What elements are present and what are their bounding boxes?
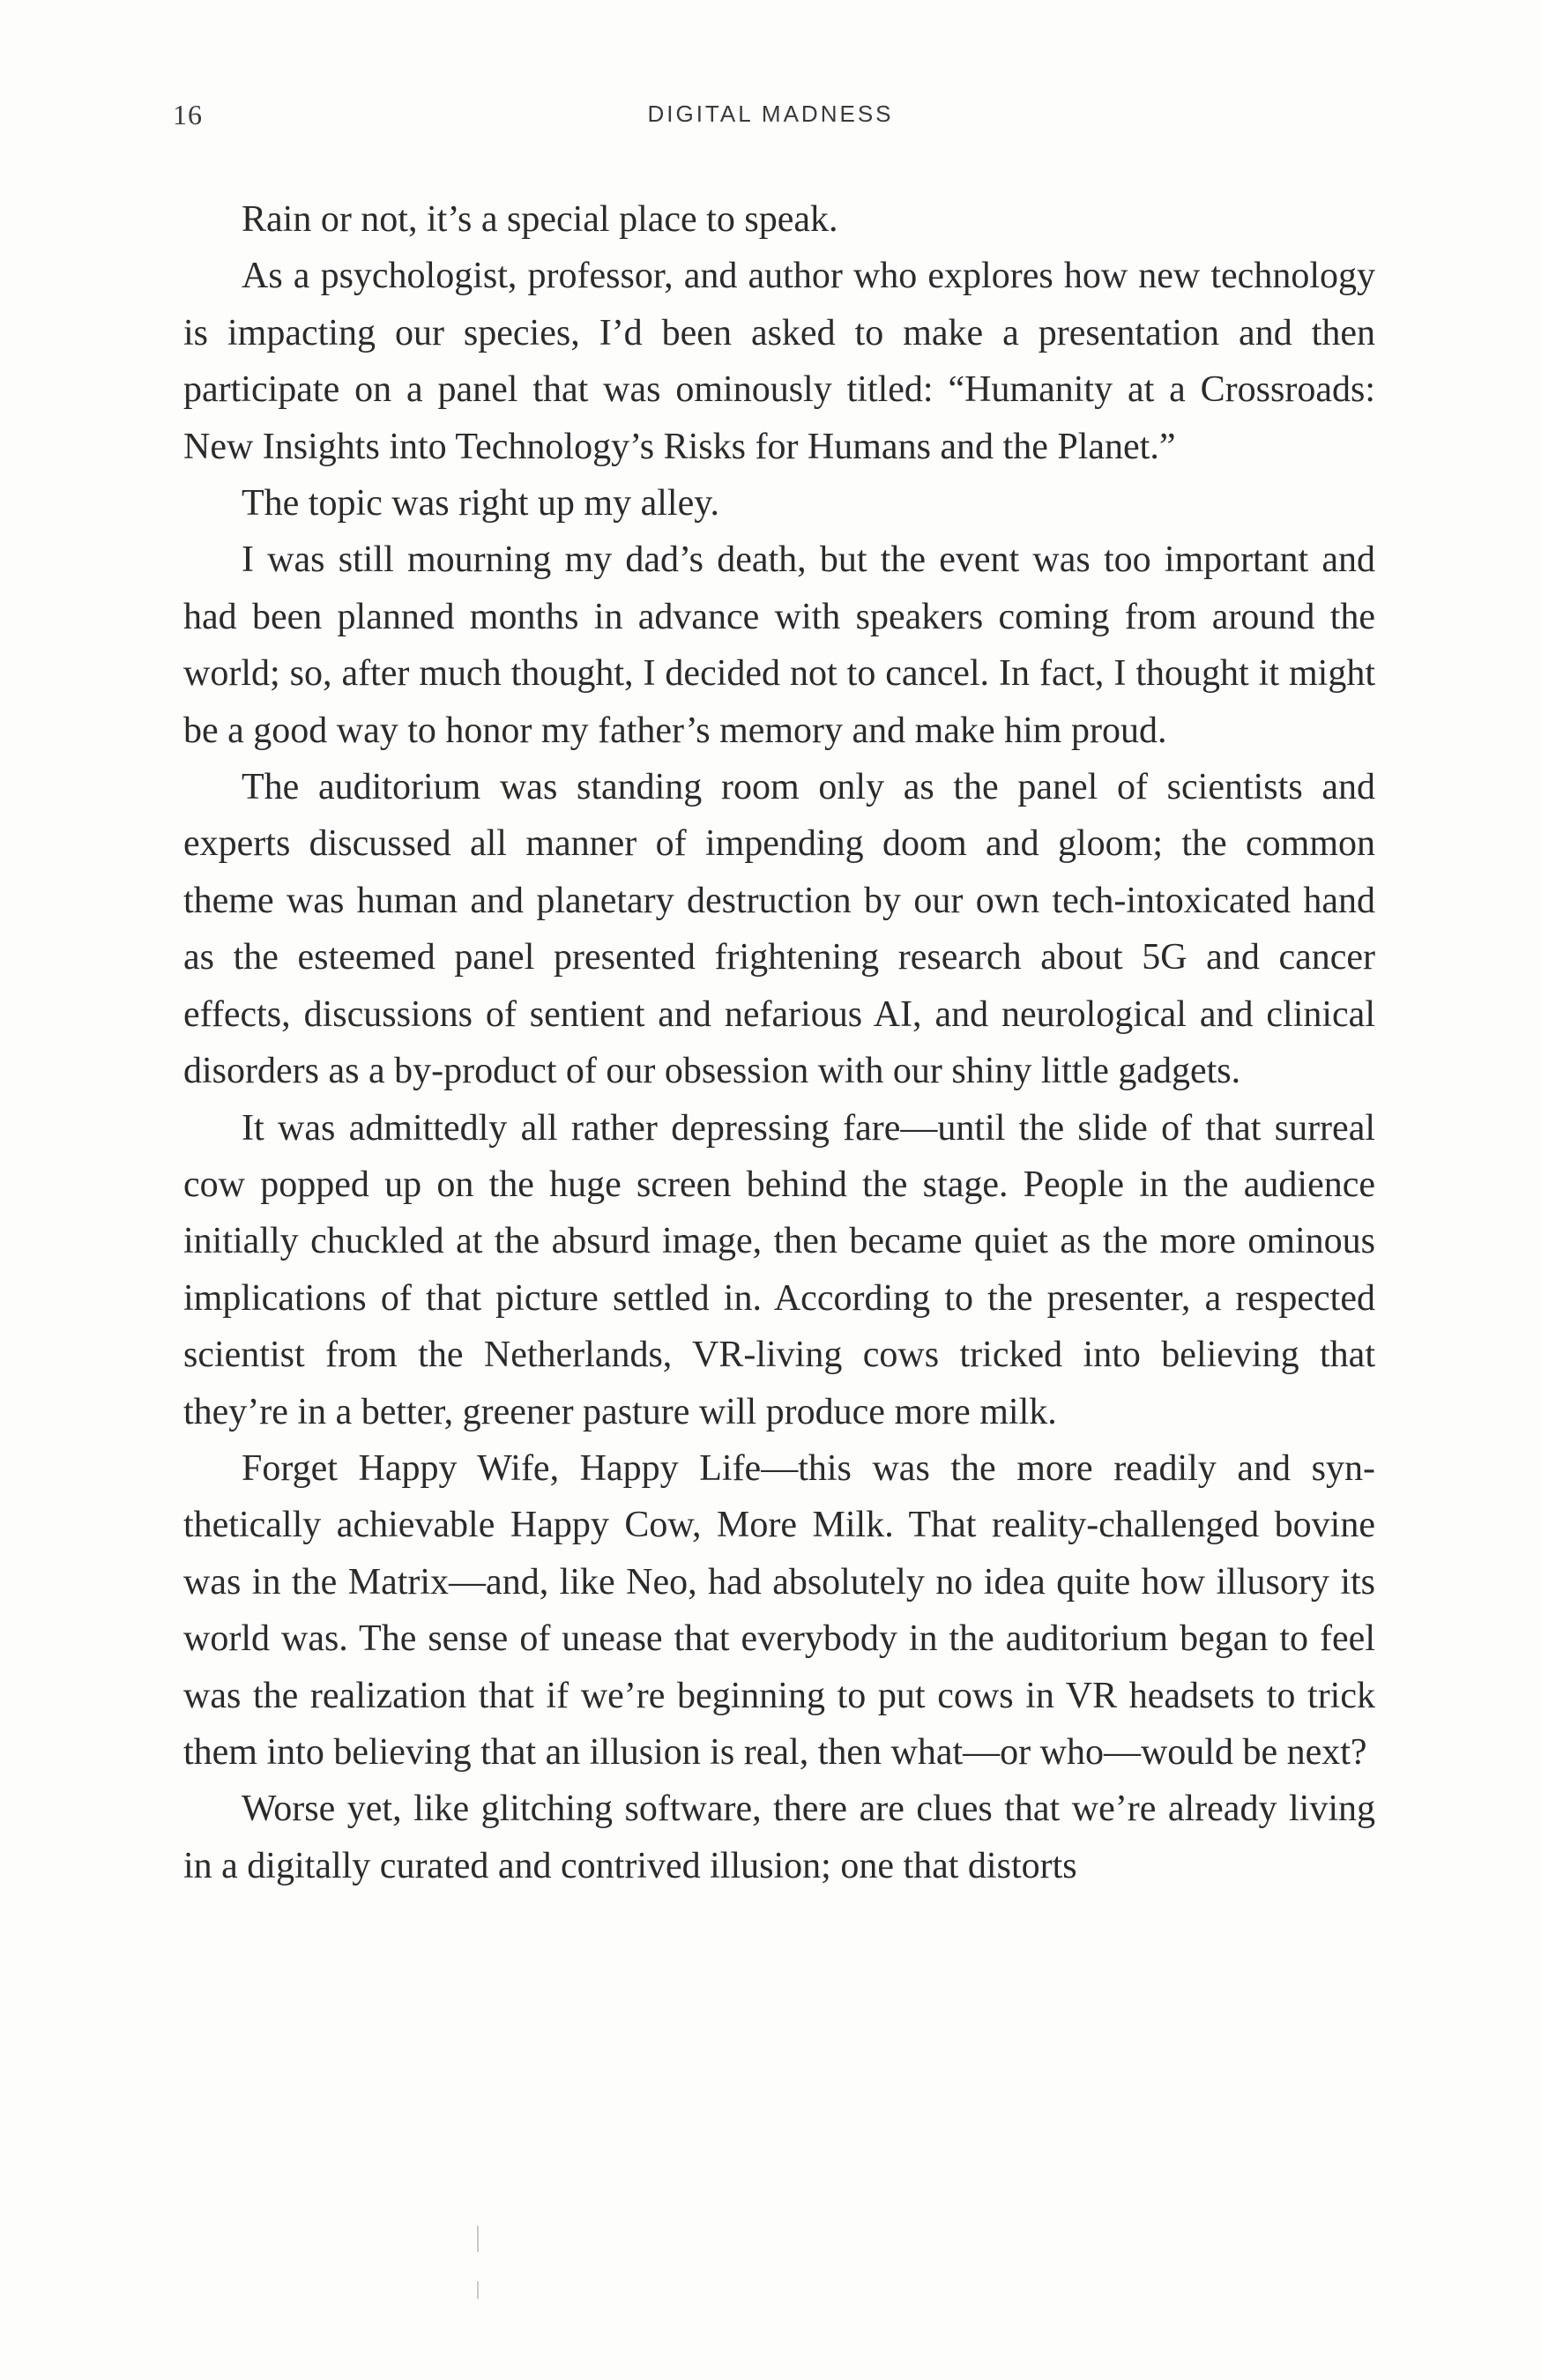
scan-mark (477, 2226, 479, 2252)
paragraph: I was still mourning my dad’s death, but the event was too important and had been planned months in advance with speakers coming from around the world; so, after much thought, I decided not to cancel. In fact, I thought it might be a good way to honor my father’s memory and make him proud. (183, 539, 1375, 751)
paragraph: The auditorium was standing room only as the panel of scientists and experts discussed all manner of impending doom and gloom; the common theme was human and planetary destruction by our own tech-intoxicated hand as the esteemed panel presented frightening research about 5G and cancer effects, discussions of sentient and nefarious AI, and neurological and clinical disorders as a by-product of our obsession with our shiny little gadgets. (183, 767, 1375, 1092)
running-head (0, 99, 1541, 134)
book-title: DIGITAL MADNESS (647, 100, 894, 127)
scan-mark (477, 2281, 479, 2299)
paragraph: Rain or not, it’s a special place to speak. (242, 199, 838, 240)
paragraph: Forget Happy Wife, Happy Life—this was the more readily and synthetically achievable Happy Cow, More Milk. That reality-challenged bovine was in the Matrix—and, like Neo, had absolutely no idea quite how illusory its world was. The sense of unease that everybody in the auditorium began to feel was the realization that if we’re beginning to put cows in VR headsets to trick them into believing that an illusion is real, then what—or who—would be next? (183, 1447, 1375, 1773)
page-number: 16 (173, 99, 203, 130)
body-text (183, 191, 1375, 1894)
paragraph: It was admittedly all rather depressing fare—until the slide of that surreal cow popped up on the huge screen behind the stage. People in the audience initially chuckled at the absurd image, then became quiet as the more ominous implications of that picture settled in. According to the presenter, a respected scientist from the Netherlands, VR-living cows tricked into believing that they’re in a better, greener pasture will produce more milk. (183, 1107, 1375, 1432)
paragraph: Worse yet, like glitching software, there are clues that we’re already living in a digitally curated and contrived illusion; one that distorts (183, 1789, 1375, 1886)
paragraph: The topic was right up my alley. (242, 483, 719, 524)
paragraph: As a psychologist, professor, and author who explores how new technology is impacting our species, I’d been asked to make a presentation and then participate on a panel that was ominously titled: “Humanity at a Crossroads: New Insights into Technology’s Risks for Humans and the Planet.” (183, 256, 1375, 467)
